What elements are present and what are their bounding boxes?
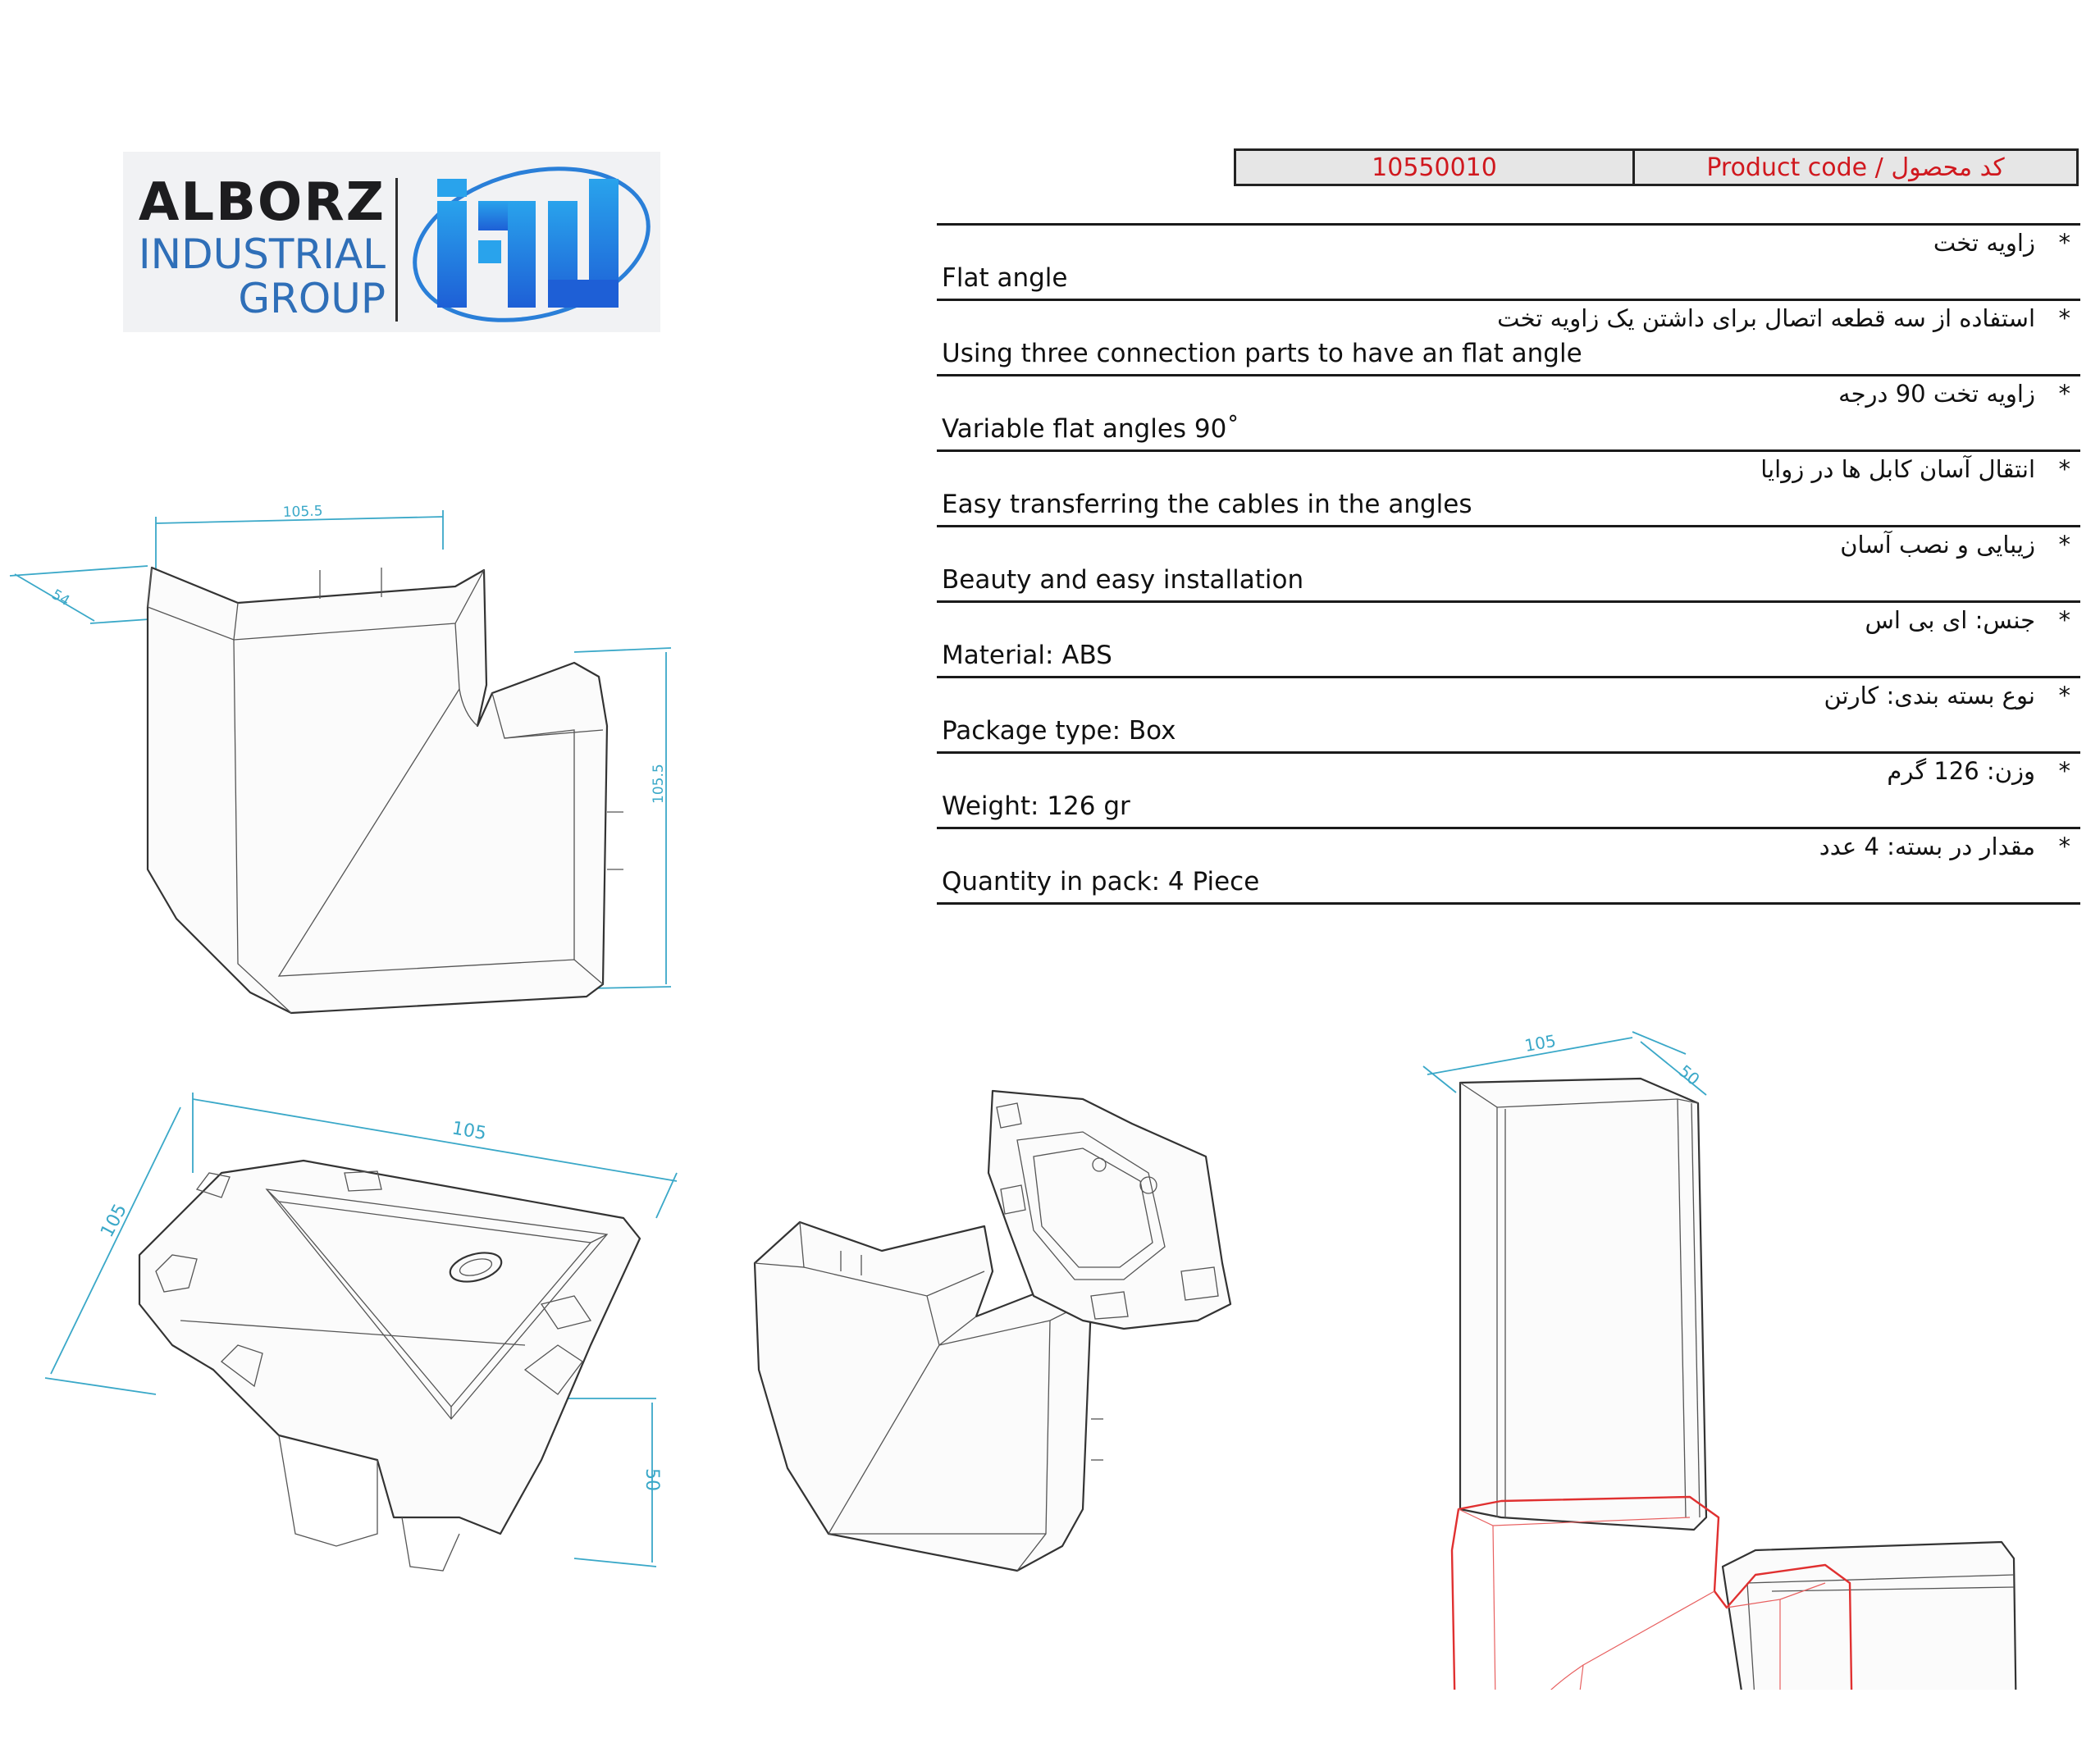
dim-assembly-depth: 50 [1674,1061,1704,1090]
spec-persian: استفاده از سه قطعه اتصال برای داشتن یک زاویه تخت [1497,304,2035,332]
spec-english: Flat angle [942,263,1068,293]
dim-top-width: 105.5 [282,503,323,521]
spec-row [937,827,2080,905]
assembly-drawing [1395,1017,2075,1690]
spec-english: Material: ABS [942,641,1112,670]
exploded-view-drawing [738,1074,1263,1583]
spec-row [937,374,2080,449]
logo-line-2: INDUSTRIAL [138,230,386,278]
spec-persian: وزن: 126 گرم [1887,757,2035,785]
spec-persian: زیبایی و نصب آسان [1840,531,2035,559]
logo-line-3: GROUP [238,275,386,322]
spec-row [937,600,2080,676]
spec-english: Weight: 126 gr [942,792,1130,821]
bullet-marker: * [2058,757,2070,785]
connector-dimension-drawing [33,1074,689,1583]
dimension-line [10,566,149,623]
dim-connector-height: 50 [641,1468,662,1491]
spec-english: Quantity in pack: 4 Piece [942,867,1260,896]
spec-english: Using three connection parts to have an flat angle [942,339,1582,368]
company-logo [123,152,660,332]
spec-row [937,223,2080,299]
dim-connector-depth: 105 [97,1200,132,1241]
spec-row [937,449,2080,525]
spec-row [937,751,2080,827]
spec-persian: زاویه تخت 90 درجه [1838,380,2035,408]
spec-row [937,525,2080,600]
connector-small-part [988,1091,1230,1329]
dim-assembly-width: 105 [1522,1030,1558,1056]
product-code-value: 10550010 [1236,151,1635,184]
spec-persian: نوع بسته بندی: کارتن [1824,682,2035,709]
logo-wordmark [131,172,386,322]
dim-top-depth: 54 [48,586,73,610]
spec-persian: مقدار در بسته: 4 عدد [1819,833,2035,860]
duct-horizontal [1723,1542,2018,1690]
spec-persian: انتقال آسان کابل ها در زوایا [1760,455,2035,483]
bullet-marker: * [2058,682,2070,709]
spec-english: Package type: Box [942,716,1176,746]
connector-part [139,1161,640,1571]
spec-english: Easy transferring the cables in the angles [942,490,1472,519]
flat-angle-part [148,568,623,1013]
duct-vertical [1460,1079,1706,1530]
logo-mark-icon [409,158,655,331]
spec-persian: زاویه تخت [1933,229,2035,257]
bullet-marker: * [2058,229,2070,257]
spec-english: Variable flat angles 90˚ [942,414,1239,444]
product-code-table [1234,148,2079,186]
bullet-marker: * [2058,531,2070,559]
bullet-marker: * [2058,455,2070,483]
logo-line-1: ALBORZ [138,172,386,233]
spec-list [937,223,2080,905]
spec-row [937,676,2080,751]
dim-top-height: 105.5 [651,764,667,804]
bullet-marker: * [2058,606,2070,634]
flat-angle-dimension-drawing [0,492,689,1033]
bullet-marker: * [2058,833,2070,860]
bullet-marker: * [2058,304,2070,332]
bullet-marker: * [2058,380,2070,408]
spec-row [937,299,2080,374]
dim-connector-width: 105 [450,1118,488,1145]
logo-divider [395,178,398,322]
spec-persian: جنس: ای بی اس [1865,606,2035,634]
spec-english: Beauty and easy installation [942,565,1304,595]
product-code-label: Product code / کد محصول [1706,153,2005,182]
